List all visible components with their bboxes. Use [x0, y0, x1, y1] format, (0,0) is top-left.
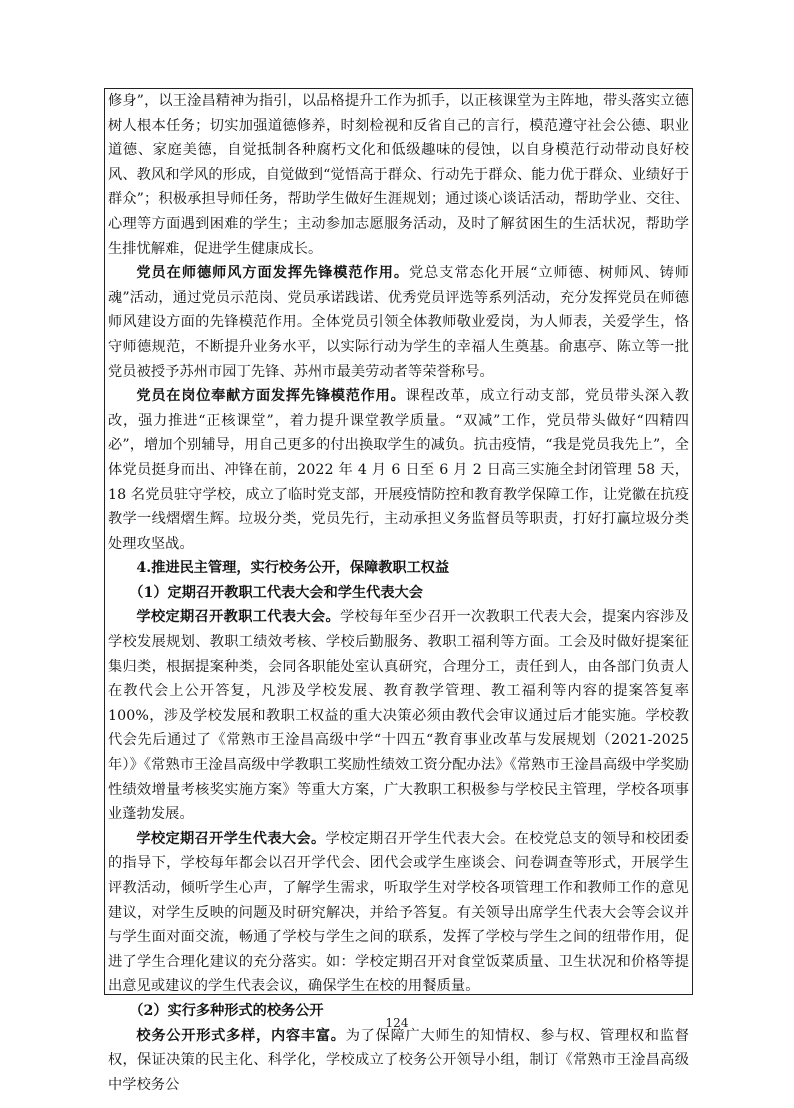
paragraph-6: [108, 1024, 689, 1098]
paragraph-3-lead: 党员在岗位奉献方面发挥先锋模范作用。: [136, 388, 406, 405]
paragraph-4: [108, 605, 689, 826]
paragraph-5-lead: 学校定期召开学生代表大会。: [136, 830, 326, 847]
paragraph-4-text: 学校每年至少召开一次教职工代表大会，提案内容涉及学校发展规划、教职工绩效考核、学校后勤服务、教职工福利等方面。工会及时做好提案征集归类，根据提案种类，会同各职能处室认真研究，合理分工，责任到人，由各部门负责人在教代会上公开答复，凡涉及学校发展、教育教学管理、教工福利等内容的提案答复率 100%，涉及学校发展和教职工权益的重大决策必须由教代会审议通过后才能实施。学校教代会先后通过了《常熟市王淦昌高级中学“十四五“教育事业改革与发展规划（2021-2025 年）》《常熟市王淦昌高级中学教职工奖励性绩效工资分配办法》《常熟市王淦昌高级中学奖励性绩效增量考核奖实施方案》等重大方案，广大教职工积极参与学校民主管理，学校各项事业蓬勃发展。: [108, 609, 689, 823]
paragraph-2-lead: 党员在师德师风方面发挥先锋模范作用。: [136, 265, 410, 282]
section-4-title: 4.推进民主管理，实行校务公开，保障教职工权益: [136, 560, 450, 577]
paragraph-5: [108, 827, 689, 999]
subsection-2-title: （2）实行多种形式的校务公开: [129, 1002, 324, 1019]
paragraph-3-text: 课程改革，成立行动支部，党员带头深入教改，强力推进“正核课堂”，着力提升课堂教学质量。“双减”工作，党员带头做好“四精四必”，增加个别辅导，用自己更多的付出换取学生的减负。抗击疫情，“我是党员我先上”，全体党员挺身而出、冲锋在前，2022 年 4 月 6 日至 6 月 2 日高三实施全封闭管理 58 天，18 名党员驻守学校，成立了临时党支部，开展疫情防控和教育教学保障工作，让党徽在抗疫教学一线熠熠生辉。垃圾分类，党员先行，主动承担义务监督员等职责，打好打赢垃圾分类处理攻坚战。: [108, 388, 689, 552]
paragraph-5-text: 学校定期召开学生代表大会。在校党总支的领导和校团委的指导下，学校每年都会以召开学代会、团代会或学生座谈会、问卷调查等形式，开展学生评教活动，倾听学生心声，了解学生需求，听取学生对学校各项管理工作和教师工作的意见建议，对学生反映的问题及时研究解决，并给予答复。有关领导出席学生代表大会等会议并与学生面对面交流，畅通了学校与学生之间的联系，发挥了学校与学生之间的纽带作用，促进了学生合理化建议的充分落实。如：学校定期召开对食堂饭菜质量、卫生状况和价格等提出意见或建议的学生代表会议，确保学生在校的用餐质量。: [108, 830, 689, 995]
document-body: [105, 89, 692, 1097]
paragraph-1-text: 修身”，以王淦昌精神为指引，以品格提升工作为抓手，以正核课堂为主阵地，带头落实立德树人根本任务；切实加强道德修养，时刻检视和反省自己的言行，模范遵守社会公德、职业道德、家庭美德，自觉抵制各种腐朽文化和低级趣味的侵蚀，以自身模范行动带动良好校风、教风和学风的形成，自觉做到“觉悟高于群众、行动先于群众、能力优于群众、业绩好于群众”；积极承担导师任务，帮助学生做好生涯规划；通过谈心谈话活动，帮助学业、交往、心理等方面遇到困难的学生；主动参加志愿服务活动，及时了解贫困生的生活状况，帮助学生排忧解难，促进学生健康成长。: [108, 93, 689, 257]
page-number: 124: [385, 1016, 409, 1030]
paragraph-2: [108, 261, 689, 384]
paragraph-6-lead: 校务公开形式多样，内容丰富。: [136, 1027, 346, 1044]
paragraph-1: [108, 89, 689, 261]
subsection-1-title: （1）定期召开教职工代表大会和学生代表大会: [129, 584, 423, 601]
paragraph-6-text: 为了保障广大师生的知情权、参与权、管理权和监督权，保证决策的民主化、科学化，学校成立了校务公开领导小组，制订《常熟市王淦昌高级中学校务公: [108, 1027, 689, 1093]
paragraph-3: [108, 384, 689, 556]
paragraph-4-lead: 学校定期召开教职工代表大会。: [136, 609, 341, 626]
paragraph-2-text: 党总支常态化开展“立师德、树师风、铸师魂”活动，通过党员示范岗、党员承诺践诺、优秀党员评选等系列活动，充分发挥党员在师德师风建设方面的先锋模范作用。全体党员引领全体教师敬业爱岗，为人师表，关爱学生，恪守师德规范，不断提升业务水平，以实际行动为学生的幸福人生奠基。俞惠亭、陈立等一批党员被授予苏州市园丁先锋、苏州市最美劳动者等荣誉称号。: [108, 265, 689, 380]
